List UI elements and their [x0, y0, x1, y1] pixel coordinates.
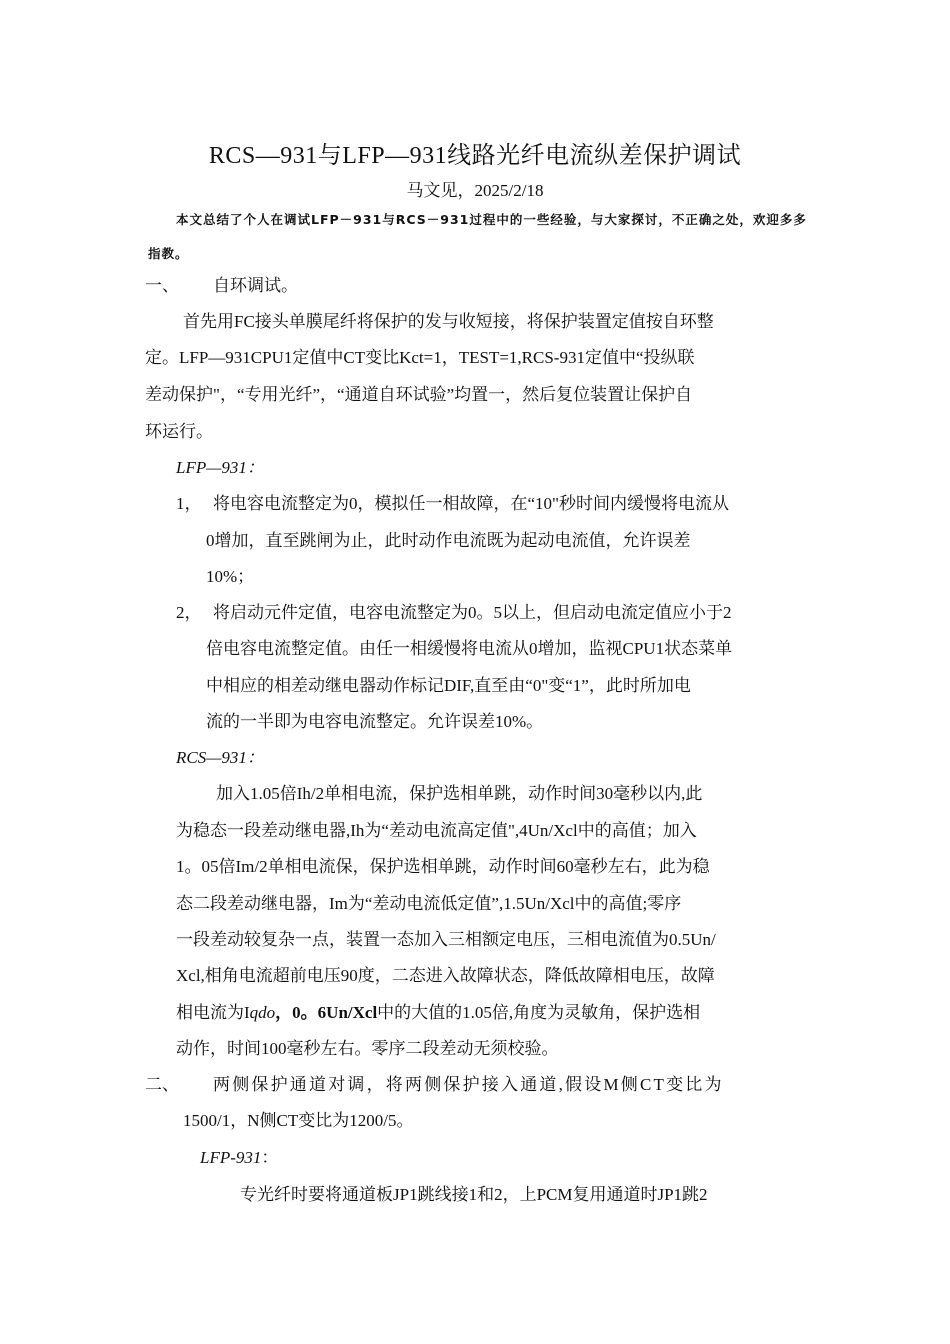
- item-2-line-2: 倍电容电流整定值。由任一相缓慢将电流从0增加，监视CPU1状态菜单: [206, 639, 733, 658]
- rcs-para-line-5: 一段差动较复杂一点，装置一态加入三相额定电压，三相电流值为0.5Un/: [176, 930, 716, 949]
- rcs-para-line-2: 为稳态一段差动继电器,Ih为“差动电流高定值",4Un/Xcl中的高值；加入: [176, 821, 697, 840]
- section-2-number: 二、: [145, 1075, 179, 1094]
- item-1-line-1: 将电容电流整定为0，模拟任一相故障，在“10"秒时间内缓慢将电流从: [213, 494, 729, 513]
- item-1-number: 1，: [176, 494, 202, 513]
- lfp-931-label-2-a: LFP-931: [200, 1148, 262, 1167]
- rcs-para-line-3: 1。05倍Im/2单相电流保，保护选相单跳，动作时间60毫秒左右，此为稳: [176, 857, 710, 876]
- rcs-para-line-7: [176, 998, 700, 1023]
- item-2-number: 2，: [176, 603, 202, 622]
- item-1-line-2: 0增加，直至跳闸为止，此时动作电流既为起动电流值，允许误差: [206, 531, 691, 550]
- rcs-para-line-4: 态二段差动继电器，Im为“差动电流低定值”,1.5Un/Xcl中的高值;零序: [176, 894, 682, 913]
- document-byline: 马文见，2025/2/18: [406, 181, 544, 200]
- section-1-number: 一、: [145, 276, 179, 295]
- section-2-line-1: 两侧保护通道对调，将两侧保护接入通道,假设M侧CT变比为: [213, 1075, 724, 1094]
- section-1-para-line-3: 差动保护"，“专用光纤”，“通道自环试验”均置一，然后复位装置让保护自: [145, 385, 693, 404]
- document-title: RCS—931与LFP—931线路光纤电流纵差保护调试: [208, 143, 742, 169]
- abstract-text: 本文总结了个人在调试LFP－931与RCS－931过程中的一些经验，与大家探讨，不正确之处，欢迎多多指教。: [148, 212, 807, 261]
- rcs-para-line-7-c: ，0。6Un/Xcl: [275, 1003, 378, 1022]
- rcs-para-line-7-b: qdo: [249, 1003, 276, 1022]
- rcs-para-line-7-d: 中的大值的1.05倍,角度为灵敏角，保护选相: [377, 1003, 701, 1022]
- section-1-para-line-4: 环运行。: [145, 422, 213, 441]
- item-2-line-1: 将启动元件定值，电容电流整定为0。5以上，但启动电流定值应小于2: [213, 603, 732, 622]
- section-1-para-line-2: 定。LFP—931CPU1定值中CT变比Kct=1，TEST=1,RCS-931定值中“投纵联: [145, 348, 695, 367]
- rcs-para-line-8: 动作，时间100毫秒左右。零序二段差动无须校验。: [176, 1039, 559, 1058]
- item-2-line-3: 中相应的相差动继电器动作标记DIF,直至由“0"变“1”，此时所加电: [206, 676, 691, 695]
- section-2-line-2: 1500/1，N侧CT变比为1200/5。: [183, 1111, 414, 1130]
- lfp-931-label-2: [200, 1143, 278, 1168]
- rcs-para-line-7-a: 相电流为I: [176, 1003, 250, 1022]
- rcs-para-line-1: 加入1.05倍Ih/2单相电流，保护选相单跳，动作时间30毫秒以内,此: [216, 784, 703, 803]
- lfp-931-label-2-b: ：: [261, 1148, 279, 1167]
- section-1-heading: 自环调试。: [213, 276, 298, 295]
- rcs-para-line-6: Xcl,相角电流超前电压90度，二态进入故障状态，降低故障相电压，故障: [176, 966, 715, 985]
- section-1-para-line-1: 首先用FC接头单膜尾纤将保护的发与收短接，将保护装置定值按自环整: [183, 312, 714, 331]
- item-1-line-3: 10%；: [206, 567, 255, 586]
- item-2-line-4: 流的一半即为电容电流整定。允许误差10%。: [206, 712, 544, 731]
- lfp-931-label: LFP—931：: [176, 458, 264, 477]
- section-2-para-line-1: 专光纤时要将通道板JP1跳线接1和2，上PCM复用通道时JP1跳2: [240, 1185, 708, 1204]
- rcs-931-label: RCS—931：: [176, 748, 264, 767]
